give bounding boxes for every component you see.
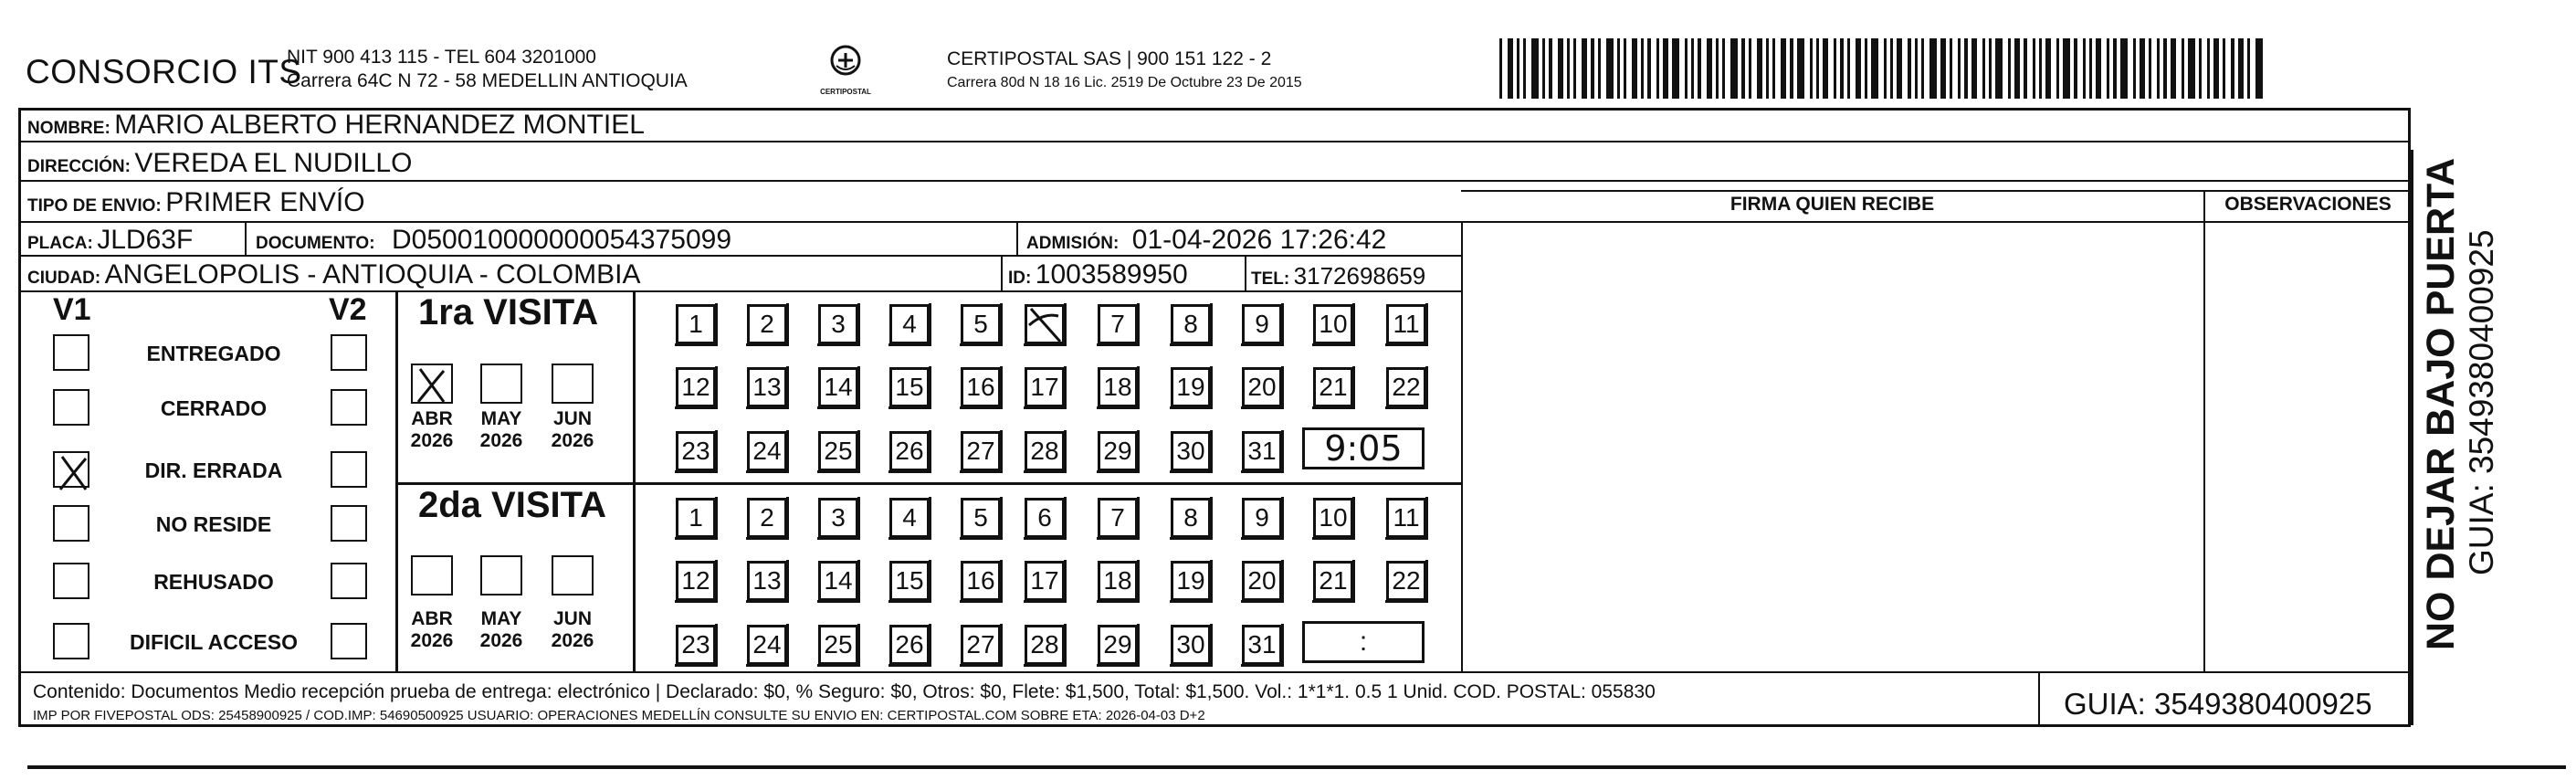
month-label (474, 608, 529, 652)
tipo-envio-label: TIPO DE ENVIO: (27, 196, 162, 216)
v1-checkbox-cerrado[interactable] (53, 389, 89, 426)
day-box-4[interactable]: 4 (889, 498, 930, 538)
day-box-26[interactable]: 26 (889, 431, 930, 471)
documento-label: DOCUMENTO: (256, 234, 375, 253)
direccion-field (27, 148, 412, 179)
visit-time-box[interactable]: : (1302, 621, 1425, 663)
visit-title: 2da VISITA (418, 485, 606, 525)
day-box-3[interactable]: 3 (818, 498, 858, 538)
visit-title: 1ra VISITA (418, 292, 599, 332)
day-box-16[interactable]: 16 (961, 367, 1001, 407)
id-field (1008, 259, 1188, 290)
month-year: 2026 (410, 430, 454, 451)
footer-guia: GUIA: 3549380400925 (2064, 687, 2372, 721)
day-box-2[interactable]: 2 (747, 304, 787, 344)
day-box-15[interactable]: 15 (889, 367, 930, 407)
v2-checkbox-no-reside[interactable] (331, 505, 367, 542)
v2-checkbox-rehusado[interactable] (331, 563, 367, 599)
day-box-28[interactable]: 28 (1025, 625, 1065, 665)
v1-header: V1 (53, 292, 91, 327)
v1-checkbox-no-reside[interactable] (53, 505, 89, 542)
day-box-8[interactable]: 8 (1171, 498, 1211, 538)
day-box-2[interactable]: 2 (747, 498, 787, 538)
day-box-22[interactable]: 22 (1386, 561, 1426, 601)
day-box-5[interactable]: 5 (961, 498, 1001, 538)
month-checkbox[interactable] (552, 364, 594, 404)
day-box-19[interactable]: 19 (1171, 561, 1211, 601)
v2-checkbox-cerrado[interactable] (331, 389, 367, 426)
visit-time-box[interactable]: 9:05 (1302, 427, 1425, 469)
day-box-11[interactable]: 11 (1386, 304, 1426, 344)
month-year: 2026 (479, 630, 523, 651)
month-checkbox[interactable] (480, 555, 522, 596)
tel-value: 3172698659 (1293, 262, 1426, 290)
month-year: 2026 (410, 630, 454, 651)
company-name: CONSORCIO ITS (26, 53, 302, 90)
day-box-27[interactable]: 27 (961, 625, 1001, 665)
day-box-9[interactable]: 9 (1242, 304, 1282, 344)
company-nit-tel: NIT 900 413 115 - TEL 604 3201000 (287, 47, 596, 68)
admision-value: 01-04-2026 17:26:42 (1131, 225, 1387, 255)
day-box-16[interactable]: 16 (961, 561, 1001, 601)
certipostal-logo (818, 40, 873, 95)
month-name: MAY (480, 608, 522, 629)
no-dejar-bajo-puerta: NO DEJAR BAJO PUERTA (2419, 157, 2463, 650)
month-label (405, 408, 459, 452)
month-name: MAY (480, 408, 522, 429)
ciudad-label: CIUDAD: (27, 269, 101, 288)
observaciones-header: OBSERVACIONES (2224, 194, 2392, 215)
month-checkbox[interactable] (411, 555, 453, 596)
day-box-1[interactable]: 1 (676, 304, 716, 344)
placa-value: JLD63F (97, 225, 194, 255)
month-checkbox[interactable] (411, 364, 453, 404)
day-box-9[interactable]: 9 (1242, 498, 1282, 538)
day-box-13[interactable]: 13 (747, 367, 787, 407)
day-box-15[interactable]: 15 (889, 561, 930, 601)
day-box-7[interactable]: 7 (1098, 498, 1138, 538)
direccion-value: VEREDA EL NUDILLO (134, 148, 413, 178)
status-option-label: NO RESIDE (155, 512, 272, 536)
tipo-envio-field (27, 187, 365, 218)
ciudad-field (27, 259, 640, 290)
day-box-30[interactable]: 30 (1171, 431, 1211, 471)
ciudad-value: ANGELOPOLIS - ANTIOQUIA - COLOMBIA (104, 259, 641, 290)
day-box-5[interactable]: 5 (961, 304, 1001, 344)
day-box-24[interactable]: 24 (747, 625, 787, 665)
day-box-23[interactable]: 23 (676, 625, 716, 665)
day-box-25[interactable]: 25 (818, 625, 858, 665)
day-box-29[interactable]: 29 (1098, 625, 1138, 665)
status-option-label: DIFICIL ACCESO (129, 630, 298, 654)
day-box-1[interactable]: 1 (676, 498, 716, 538)
day-box-26[interactable]: 26 (889, 625, 930, 665)
day-box-17[interactable]: 17 (1025, 367, 1065, 407)
status-option-label: REHUSADO (153, 570, 274, 594)
day-box-23[interactable]: 23 (676, 431, 716, 471)
id-label: ID: (1008, 269, 1032, 288)
day-box-22[interactable]: 22 (1386, 367, 1426, 407)
day-box-28[interactable]: 28 (1025, 431, 1065, 471)
day-box-25[interactable]: 25 (818, 431, 858, 471)
month-year: 2026 (479, 430, 523, 451)
day-box-17[interactable]: 17 (1025, 561, 1065, 601)
courier-line1: CERTIPOSTAL SAS | 900 151 122 - 2 (947, 48, 1272, 69)
id-value: 1003589950 (1035, 259, 1188, 290)
day-box-8[interactable]: 8 (1171, 304, 1211, 344)
day-box-10[interactable]: 10 (1313, 304, 1353, 344)
documento-value: D050010000000054375099 (392, 225, 732, 255)
day-box-24[interactable]: 24 (747, 431, 787, 471)
v2-header: V2 (329, 292, 367, 327)
month-name: JUN (552, 408, 592, 429)
day-box-14[interactable]: 14 (818, 561, 858, 601)
day-box-6[interactable]: 6 (1025, 498, 1065, 538)
day-box-3[interactable]: 3 (818, 304, 858, 344)
placa-label: PLACA: (27, 234, 93, 253)
footer-contents: Contenido: Documentos Medio recepción prueba de entrega: electrónico | Declarado: $0, % Seguro: $0, Otros: $0, Flete: $1,500, Total: $1,500. Vol.: 1*1*1. 0.5 1 Unid. COD. POSTAL: 055830 (33, 681, 1656, 702)
month-name: ABR (411, 408, 453, 429)
nombre-label: NOMBRE: (27, 119, 110, 138)
admision-field (1026, 225, 1386, 256)
day-box-18[interactable]: 18 (1098, 367, 1138, 407)
logo-caption: CERTIPOSTAL (820, 88, 871, 96)
direccion-label: DIRECCIÓN: (27, 157, 131, 176)
day-box-19[interactable]: 19 (1171, 367, 1211, 407)
day-box-11[interactable]: 11 (1386, 498, 1426, 538)
day-box-31[interactable]: 31 (1242, 625, 1282, 665)
day-box-7[interactable]: 7 (1098, 304, 1138, 344)
v1-checkbox-dir-errada[interactable] (53, 451, 89, 488)
day-box-20[interactable]: 20 (1242, 367, 1282, 407)
month-name: JUN (552, 608, 592, 629)
footer-print-info: IMP POR FIVEPOSTAL ODS: 25458900925 / COD.IMP: 54690500925 USUARIO: OPERACIONES MEDELLÍN CONSULTE SU ENVIO EN: CERTIPOSTAL.COM SOBRE ETA: 2026-04-03 D+2 (33, 708, 1205, 723)
day-box-13[interactable]: 13 (747, 561, 787, 601)
nombre-field (27, 110, 645, 141)
month-label (405, 608, 459, 652)
month-label (545, 408, 600, 452)
v2-checkbox-dir-errada[interactable] (331, 451, 367, 488)
month-year: 2026 (551, 430, 594, 451)
barcode (1499, 38, 2415, 99)
month-name: ABR (411, 608, 453, 629)
day-box-12[interactable]: 12 (676, 561, 716, 601)
day-box-12[interactable]: 12 (676, 367, 716, 407)
v2-checkbox-entregado[interactable] (331, 334, 367, 371)
day-box-29[interactable]: 29 (1098, 431, 1138, 471)
day-box-21[interactable]: 21 (1313, 561, 1353, 601)
day-box-30[interactable]: 30 (1171, 625, 1211, 665)
day-box-10[interactable]: 10 (1313, 498, 1353, 538)
tipo-envio-value: PRIMER ENVÍO (165, 187, 365, 217)
nombre-value: MARIO ALBERTO HERNANDEZ MONTIEL (114, 110, 645, 140)
month-year: 2026 (551, 630, 594, 651)
documento-field (256, 225, 731, 256)
day-box-18[interactable]: 18 (1098, 561, 1138, 601)
status-option-label: DIR. ERRADA (144, 459, 283, 482)
day-box-14[interactable]: 14 (818, 367, 858, 407)
side-guia: GUIA: 3549380400925 (2463, 229, 2500, 575)
company-address: Carrera 64C N 72 - 58 MEDELLIN ANTIOQUIA (287, 70, 688, 91)
v1-checkbox-dificil-acceso[interactable] (53, 623, 89, 659)
tel-label: TEL: (1251, 269, 1290, 289)
tel-field (1251, 262, 1425, 290)
v1-checkbox-entregado[interactable] (53, 334, 89, 371)
day-box-21[interactable]: 21 (1313, 367, 1353, 407)
month-checkbox[interactable] (480, 364, 522, 404)
month-label (545, 608, 600, 652)
month-label (474, 408, 529, 452)
v2-checkbox-dificil-acceso[interactable] (331, 623, 367, 659)
day-box-27[interactable]: 27 (961, 431, 1001, 471)
firma-header: FIRMA QUIEN RECIBE (1730, 194, 1935, 215)
status-option-label: CERRADO (160, 396, 268, 420)
month-checkbox[interactable] (552, 555, 594, 596)
day-box-31[interactable]: 31 (1242, 431, 1282, 471)
status-option-label: ENTREGADO (146, 342, 281, 365)
placa-field (27, 225, 193, 256)
courier-line2: Carrera 80d N 18 16 Lic. 2519 De Octubre 23 De 2015 (947, 75, 1302, 90)
day-box-4[interactable]: 4 (889, 304, 930, 344)
admision-label: ADMISIÓN: (1026, 234, 1120, 253)
day-box-20[interactable]: 20 (1242, 561, 1282, 601)
v1-checkbox-rehusado[interactable] (53, 563, 89, 599)
day-box-6[interactable] (1025, 304, 1065, 344)
